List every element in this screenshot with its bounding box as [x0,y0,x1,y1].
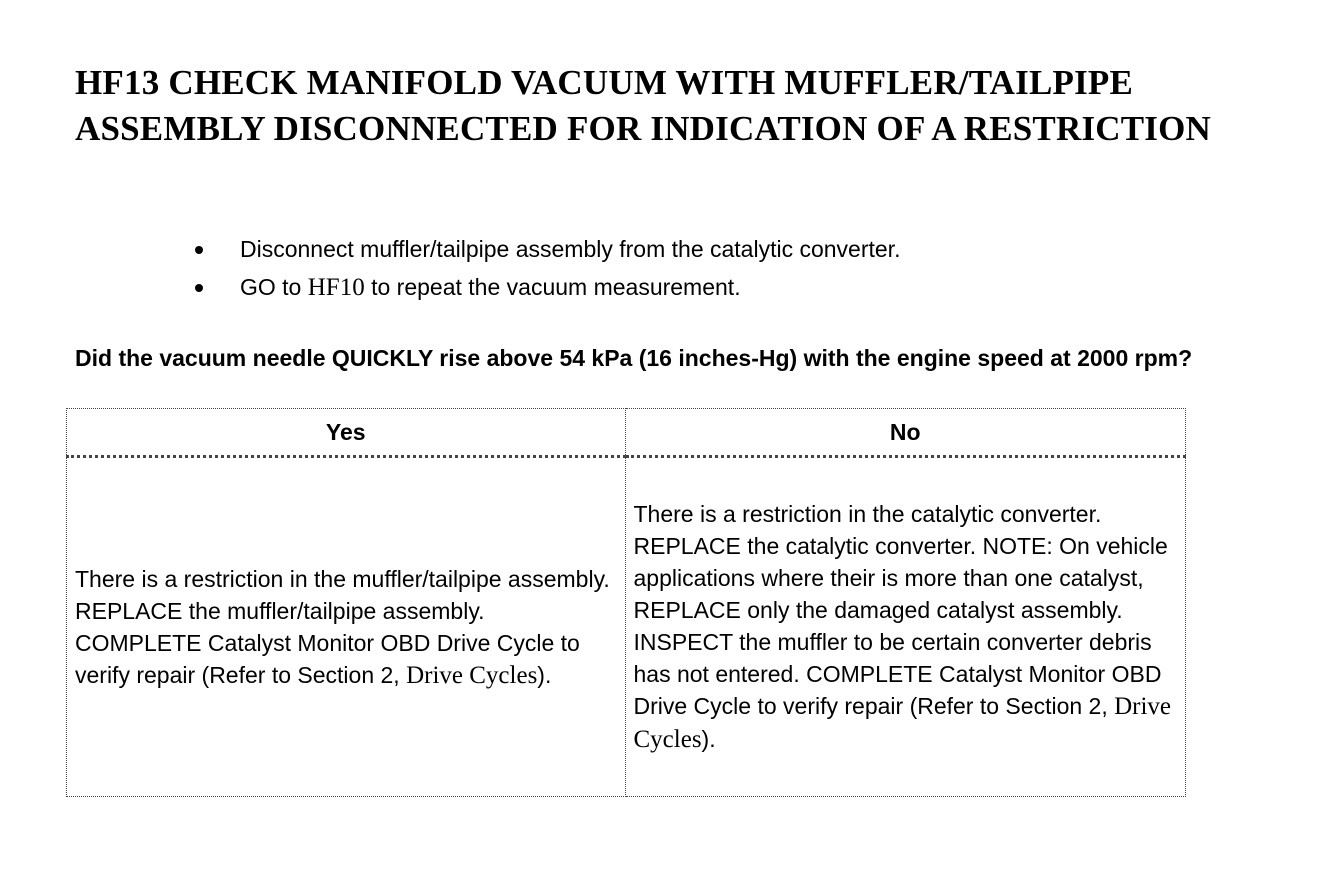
bullet-icon [195,246,203,254]
yes-text: There is a restriction in the muffler/tailpipe assembly. REPLACE the muffler/tailpipe assembly. COMPLETE Catalyst Monitor OBD Drive Cycle to verify repair (Refer to Section 2, [75,565,610,688]
no-text: There is a restriction in the catalytic converter. REPLACE the catalytic converter. NOTE: On vehicle applications where their is more than one catalyst, REPLACE only the damaged catalyst assembly. INSPECT the muffler to be certain converter debris has not entered. COMPLETE Catalyst Monitor OBD Drive Cycle to verify repair (Refer to Section 2, [633,501,1168,719]
page-title: HF13 CHECK MANIFOLD VACUUM WITH MUFFLER/TAILPIPE ASSEMBLY DISCONNECTED FOR INDICATION OF A RESTRICTION [75,63,1212,148]
no-text-end: ). [701,726,716,752]
column-header-no: No [625,409,1186,457]
list-item [190,268,900,307]
step-list [190,230,900,307]
answer-table [66,408,1186,797]
table-header-row [67,409,1186,457]
list-item [190,230,900,268]
drive-cycles-link[interactable]: Drive Cycles [406,661,538,689]
step-text-post: to repeat the vacuum measurement. [364,274,741,300]
bullet-icon [195,284,203,292]
yes-cell [67,457,626,797]
column-header-yes: Yes [67,409,626,457]
question-text: Did the vacuum needle QUICKLY rise above 54 kPa (16 inches-Hg) with the engine speed at 2000 rpm? [75,345,1193,371]
table-row [67,457,1186,797]
step-text-pre: GO to [240,274,308,300]
step-reference-link[interactable]: HF10 [307,274,365,301]
yes-text-end: ). [537,661,552,688]
step-text: Disconnect muffler/tailpipe assembly from the catalytic converter. [240,236,901,262]
drive-cycles-link[interactable]: Drive Cycles [633,693,1172,753]
no-cell [625,457,1186,797]
